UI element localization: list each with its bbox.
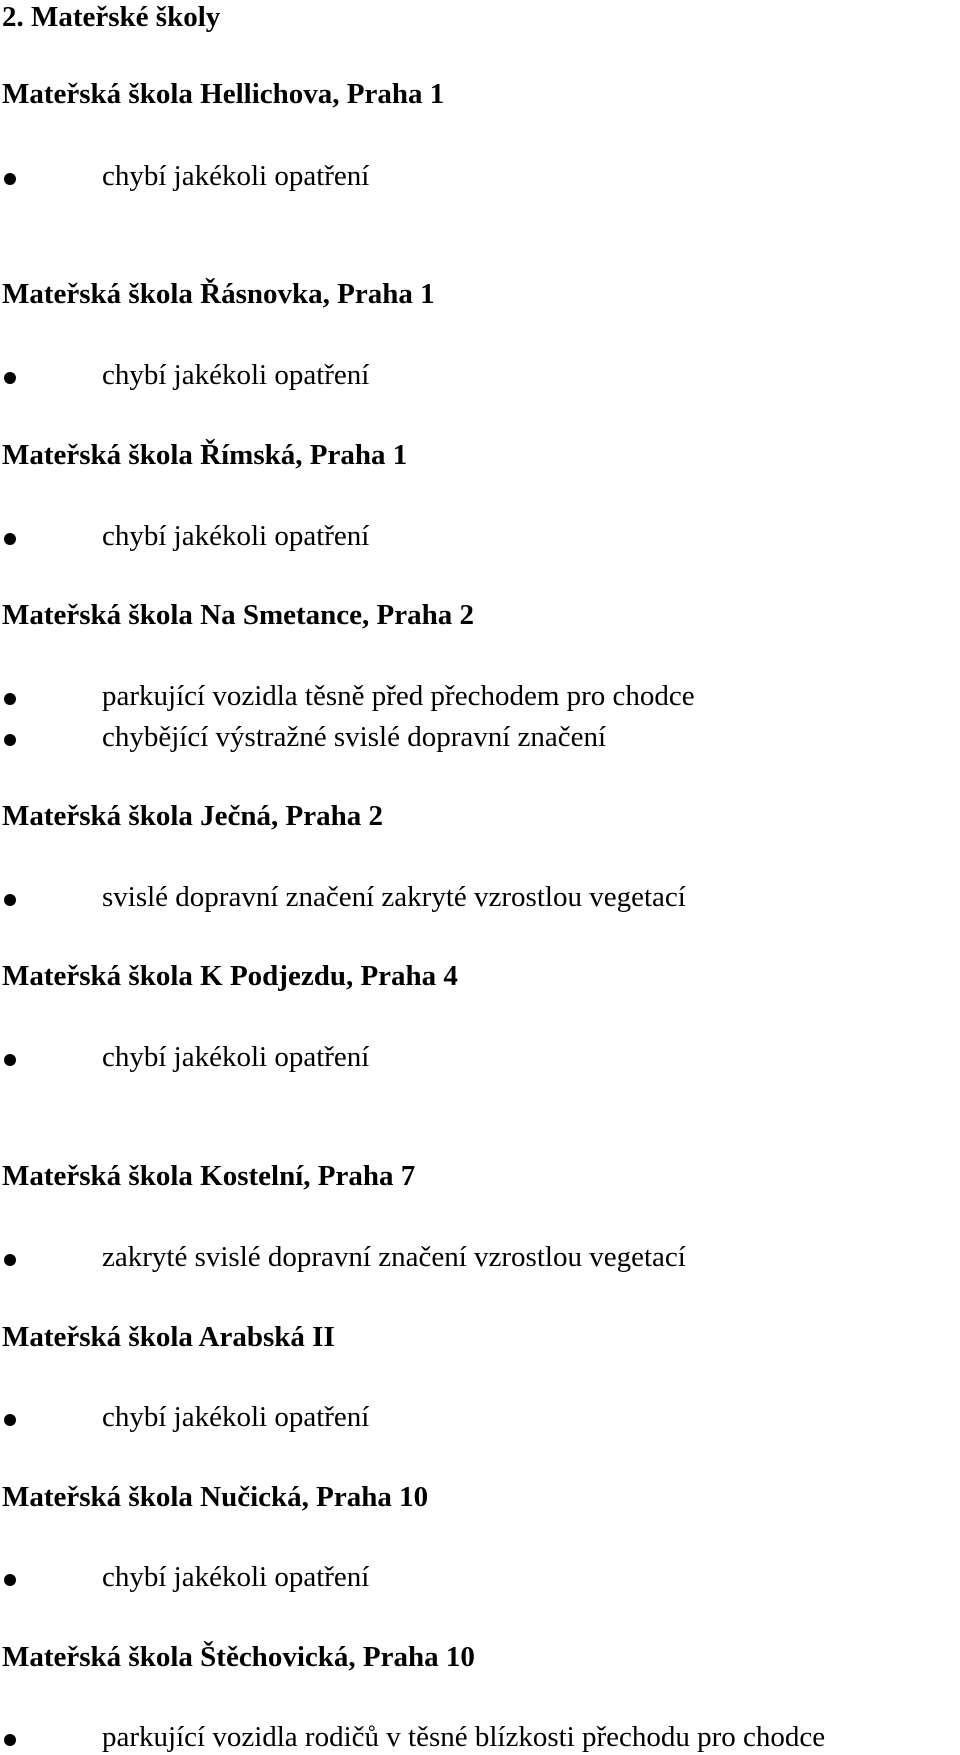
bullet-icon	[4, 734, 16, 746]
bullet-icon	[4, 372, 16, 384]
school-name: Mateřská škola Řásnovka, Praha 1	[2, 278, 435, 310]
issue-text: chybí jakékoli opatření	[102, 160, 370, 192]
section-title: 2. Mateřské školy	[2, 1, 221, 33]
bullet-icon	[4, 1254, 16, 1266]
school-name: Mateřská škola Ječná, Praha 2	[2, 800, 383, 832]
bullet-icon	[4, 1574, 16, 1586]
bullet-icon	[4, 894, 16, 906]
school-name: Mateřská škola Kostelní, Praha 7	[2, 1160, 416, 1192]
bullet-icon	[4, 173, 16, 185]
issue-text: svislé dopravní značení zakryté vzrostlou vegetací	[102, 881, 686, 913]
bullet-icon	[4, 693, 16, 705]
bullet-icon	[4, 1734, 16, 1746]
school-name: Mateřská škola Arabská II	[2, 1321, 335, 1353]
issue-text: chybí jakékoli opatření	[102, 1561, 370, 1593]
school-name: Mateřská škola K Podjezdu, Praha 4	[2, 960, 458, 992]
school-name: Mateřská škola Římská, Praha 1	[2, 439, 408, 471]
school-name: Mateřská škola Štěchovická, Praha 10	[2, 1641, 475, 1673]
issue-text: chybějící výstražné svislé dopravní značení	[102, 721, 607, 753]
issue-text: chybí jakékoli opatření	[102, 1041, 370, 1073]
bullet-icon	[4, 1054, 16, 1066]
issue-text: zakryté svislé dopravní značení vzrostlou vegetací	[102, 1241, 686, 1273]
issue-text: parkující vozidla rodičů v těsné blízkosti přechodu pro chodce	[102, 1721, 826, 1753]
issue-text: chybí jakékoli opatření	[102, 1401, 370, 1433]
issue-text: chybí jakékoli opatření	[102, 520, 370, 552]
school-name: Mateřská škola Na Smetance, Praha 2	[2, 599, 475, 631]
school-name: Mateřská škola Nučická, Praha 10	[2, 1481, 429, 1513]
bullet-icon	[4, 1414, 16, 1426]
school-name: Mateřská škola Hellichova, Praha 1	[2, 78, 445, 110]
issue-text: parkující vozidla těsně před přechodem pro chodce	[102, 680, 695, 712]
bullet-icon	[4, 533, 16, 545]
issue-text: chybí jakékoli opatření	[102, 359, 370, 391]
